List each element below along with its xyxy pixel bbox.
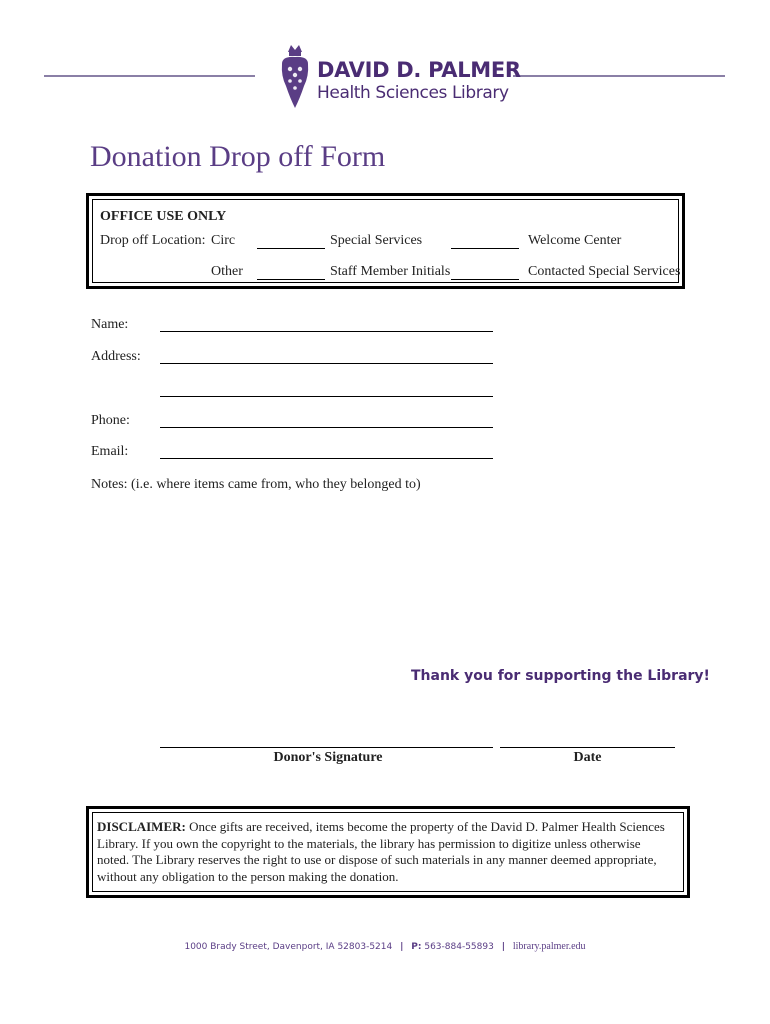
address-field-line-2[interactable] [160, 396, 493, 397]
email-field[interactable] [160, 458, 493, 459]
logo-title: DAVID D. PALMER [317, 58, 521, 82]
other-label: Other [211, 264, 243, 279]
header-rule-right [513, 75, 725, 77]
office-use-heading: OFFICE USE ONLY [100, 209, 227, 224]
disclaimer-box [86, 806, 690, 898]
library-crest-icon [278, 42, 312, 110]
donor-signature-caption: Donor's Signature [273, 750, 383, 765]
footer [0, 941, 770, 952]
drop-off-location-label: Drop off Location: [100, 233, 206, 248]
header-rule-left [44, 75, 255, 77]
notes-area[interactable] [91, 495, 681, 655]
footer-address: 1000 Brady Street, Davenport, IA 52803-5214 [184, 942, 393, 952]
disclaimer-label: DISCLAIMER: [97, 819, 186, 834]
footer-separator: | [400, 942, 404, 952]
office-use-box [86, 193, 685, 289]
other-blank[interactable] [257, 279, 325, 280]
staff-initials-label: Staff Member Initials [330, 264, 451, 279]
notes-label: Notes: (i.e. where items came from, who they belonged to) [91, 477, 421, 492]
footer-phone-label: P: [411, 942, 422, 952]
footer-separator: | [501, 942, 505, 952]
email-label: Email: [91, 444, 129, 459]
welcome-center-blank[interactable] [451, 248, 519, 249]
address-field-line-1[interactable] [160, 363, 493, 364]
form-title: Donation Drop off Form [90, 140, 386, 173]
logo-subtitle: Health Sciences Library [317, 83, 509, 103]
date-field[interactable] [500, 747, 675, 748]
circ-label: Circ [211, 233, 236, 248]
contacted-special-label: Contacted Special Services [528, 264, 681, 279]
donor-signature-field[interactable] [160, 747, 493, 748]
date-caption: Date [573, 750, 602, 765]
footer-website-link[interactable]: library.palmer.edu [512, 941, 586, 952]
phone-field[interactable] [160, 427, 493, 428]
name-label: Name: [91, 317, 129, 332]
thank-you-message: Thank you for supporting the Library! [411, 668, 710, 684]
circ-blank[interactable] [257, 248, 325, 249]
phone-label: Phone: [91, 413, 130, 428]
disclaimer-body: Once gifts are received, items become the property of the David D. Palmer Health Sciences Library. If you own the copyright to the materials, the library has permission to digitize unless otherwise noted. The Library reserves the right to use or dispose of such materials in any manner deemed appropriate, without any obligation to the person making the donation. [97, 819, 665, 884]
welcome-center-label: Welcome Center [528, 233, 622, 248]
special-services-label: Special Services [330, 233, 423, 248]
contacted-special-blank[interactable] [451, 279, 519, 280]
footer-phone: 563-884-55893 [421, 942, 494, 952]
address-label: Address: [91, 349, 141, 364]
name-field[interactable] [160, 331, 493, 332]
disclaimer-text [97, 819, 672, 885]
